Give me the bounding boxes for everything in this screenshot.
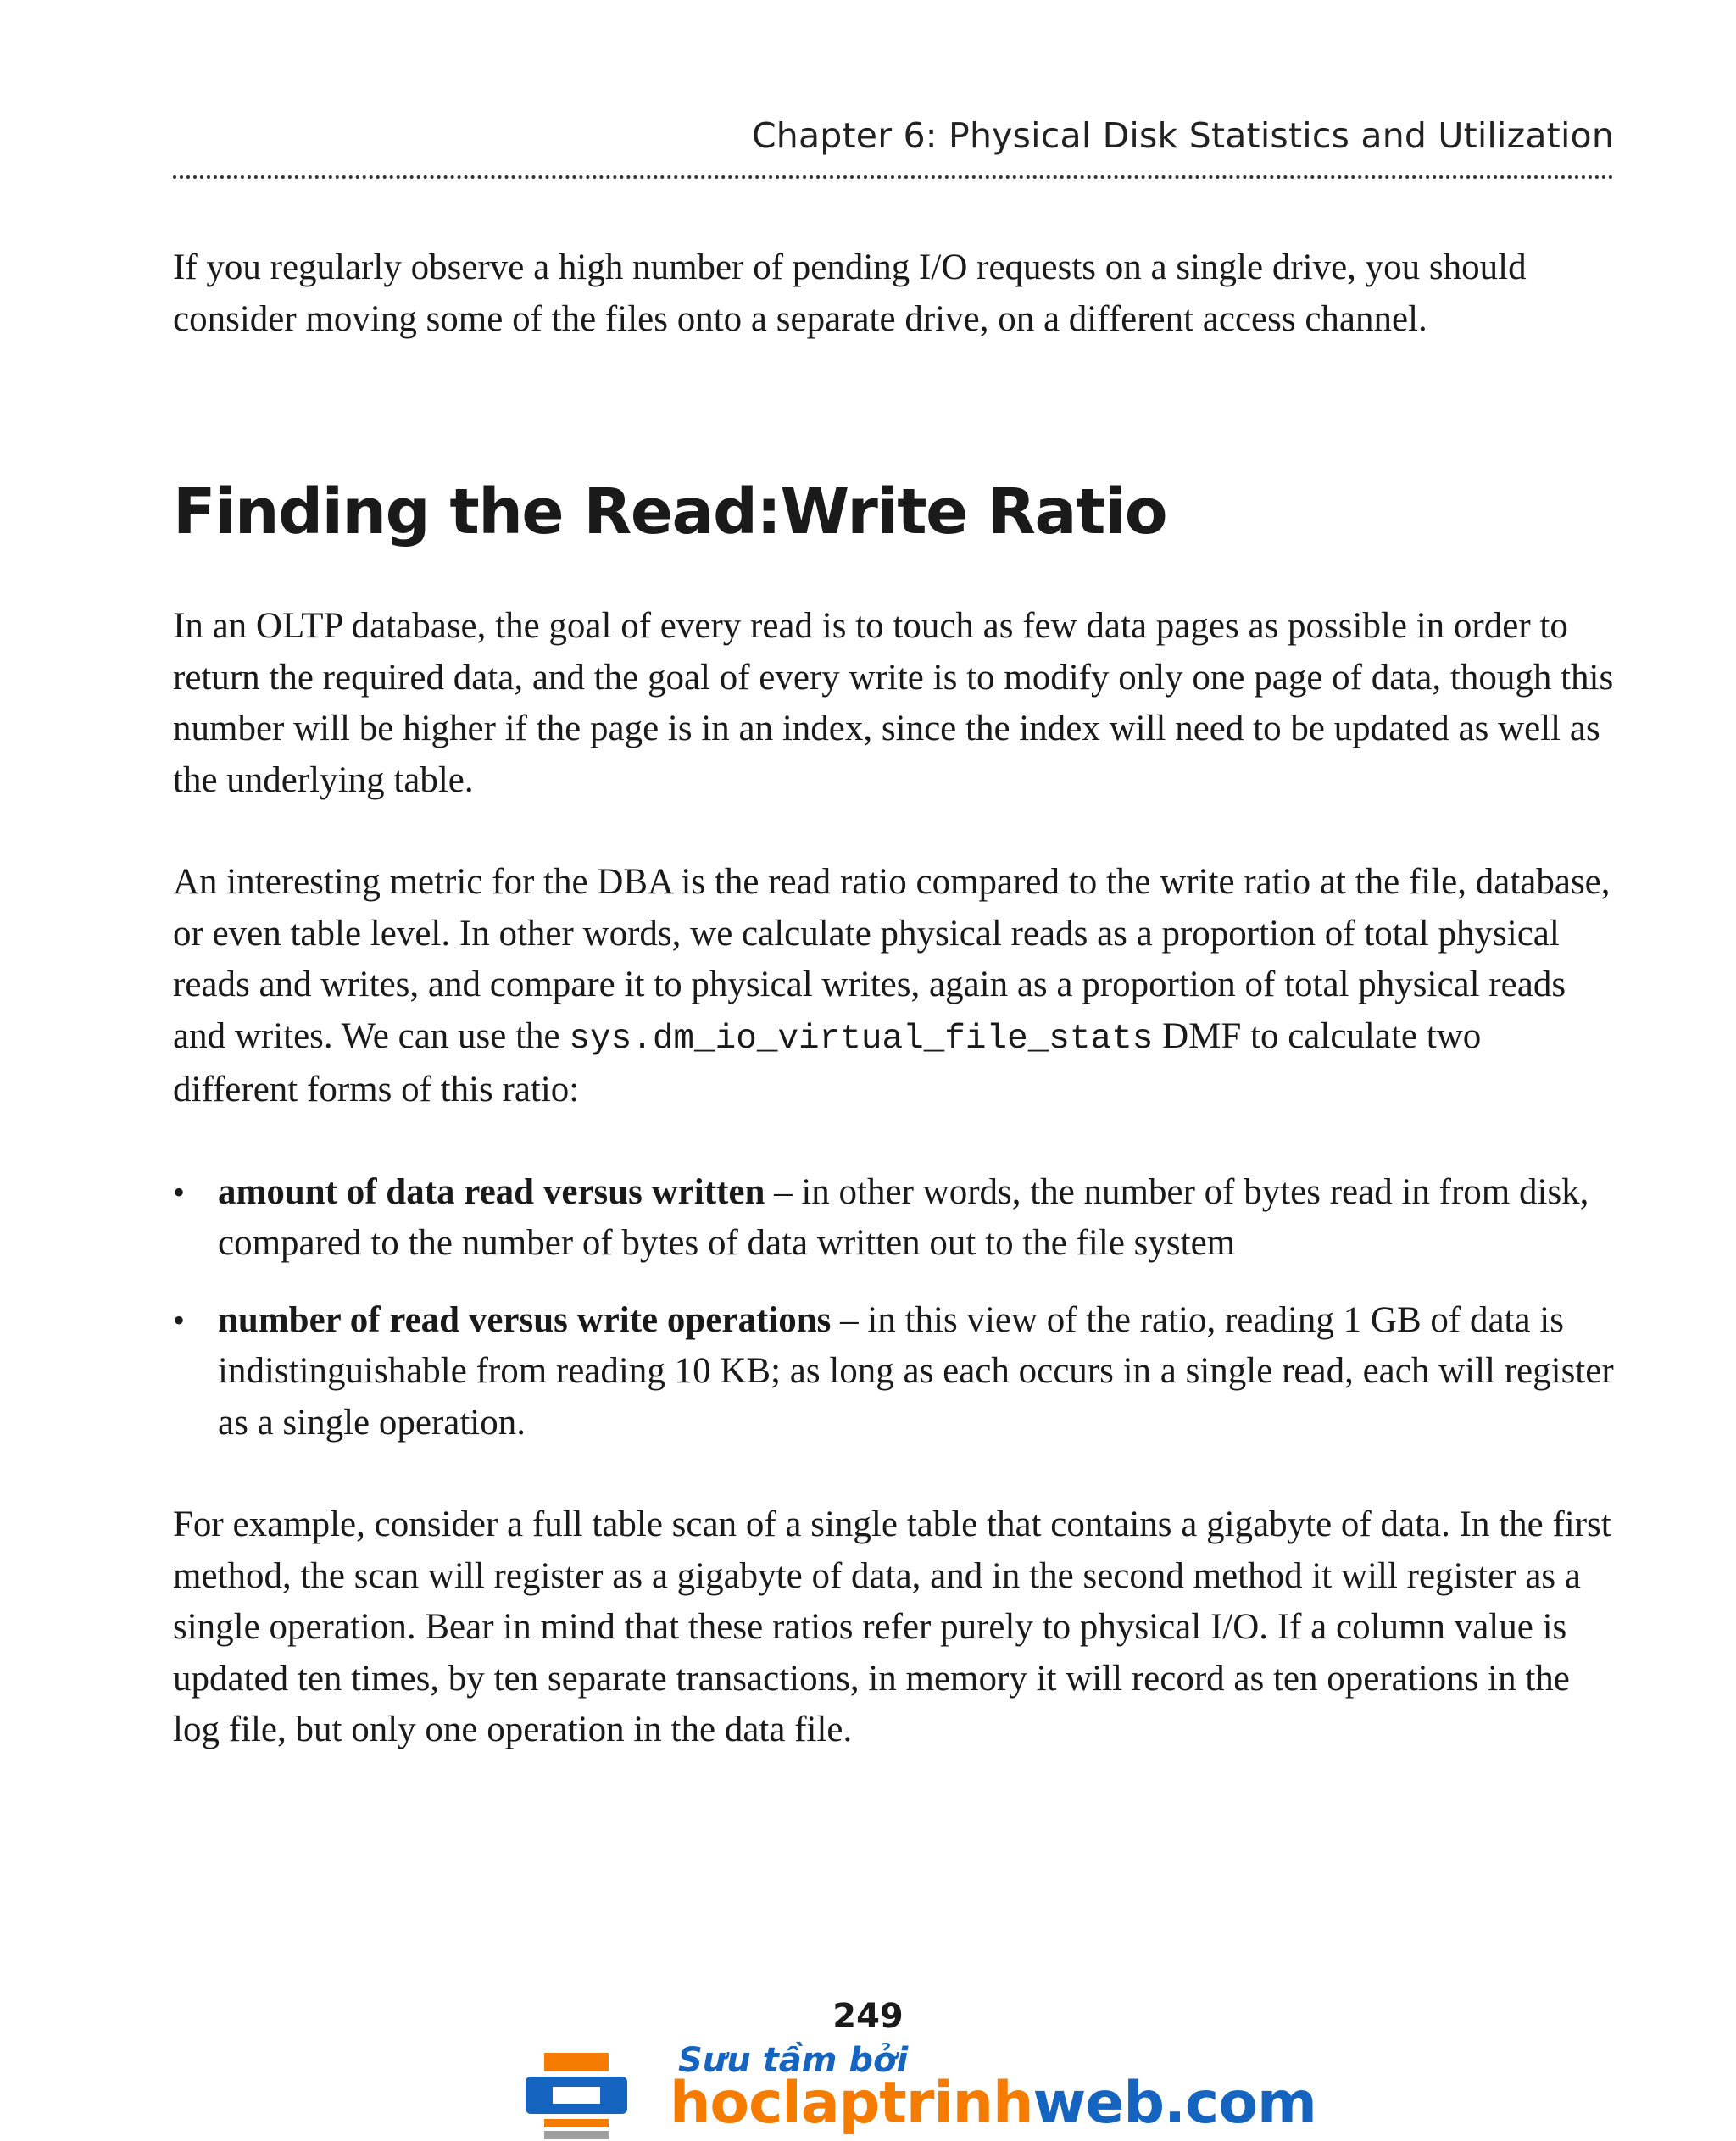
bullet-icon: • xyxy=(173,1172,186,1211)
watermark-site xyxy=(670,2070,1316,2137)
intro-paragraph: If you regularly observe a high number of pending I/O requests on a single drive, you should consider moving some of the files onto a separate drive, on a different access channel. xyxy=(173,247,1527,339)
list-item xyxy=(173,1295,1614,1449)
list-item xyxy=(173,1167,1614,1270)
list-item-text: – in other words, the number of bytes read in from disk, compared to the number of bytes of data written out to the file system xyxy=(218,1171,1589,1263)
header-dotted-rule xyxy=(173,175,1614,179)
watermark-site-part2: web.com xyxy=(1032,2070,1316,2137)
ratio-forms-list xyxy=(173,1167,1614,1449)
list-item-term: amount of data read versus written xyxy=(218,1171,765,1212)
inline-code-dmf: sys.dm_io_virtual_file_stats xyxy=(569,1019,1154,1059)
section-heading: Finding the Read:Write Ratio xyxy=(173,475,1167,548)
watermark xyxy=(526,2041,1316,2141)
paragraph-example: For example, consider a full table scan of a single table that contains a gigabyte of data. In the first method, the scan will register as a gigabyte of data, and in the second method it will register as a single operation. Bear in mind that these ratios refer purely to physical I/O. If a column value is updated ten times, by ten separate transactions, in memory it will record as ten operations in the log file, but only one operation in the data file. xyxy=(173,1504,1611,1749)
paragraph-read-write-metric xyxy=(173,857,1614,1116)
list-item-term: number of read versus write operations xyxy=(218,1299,832,1340)
list-item-text: – in this view of the ratio, reading 1 GB of data is indistinguishable from reading 10 KB; as long as each occurs in a single read, each will register as a single operation. xyxy=(218,1299,1614,1443)
page-number: 249 xyxy=(832,1997,904,2036)
printer-logo-icon xyxy=(526,2053,627,2141)
watermark-tagline: Sưu tầm bởi xyxy=(678,2041,909,2080)
watermark-site-part1: hoclaptrinh xyxy=(670,2070,1033,2137)
paragraph-text-after-code: DMF to calculate two different forms of this ratio: xyxy=(173,1015,1482,1109)
running-header: Chapter 6: Physical Disk Statistics and Utilization xyxy=(751,115,1614,156)
paragraph-text-before-code: An interesting metric for the DBA is the read ratio compared to the write ratio at the file, database, or even table level. In other words, we calculate physical reads as a proportion of total physical reads and writes, and compare it to physical writes, again as a proportion of total physical reads and writes. We can use the xyxy=(173,862,1611,1056)
paragraph-oltp-goals: In an OLTP database, the goal of every read is to touch as few data pages as possible in order to return the required data, and the goal of every write is to modify only one page of data, though this number will be higher if the page is in an index, since the index will need to be updated as well as the underlying table. xyxy=(173,606,1614,800)
page-body xyxy=(173,242,1614,1756)
bullet-icon: • xyxy=(173,1300,186,1339)
